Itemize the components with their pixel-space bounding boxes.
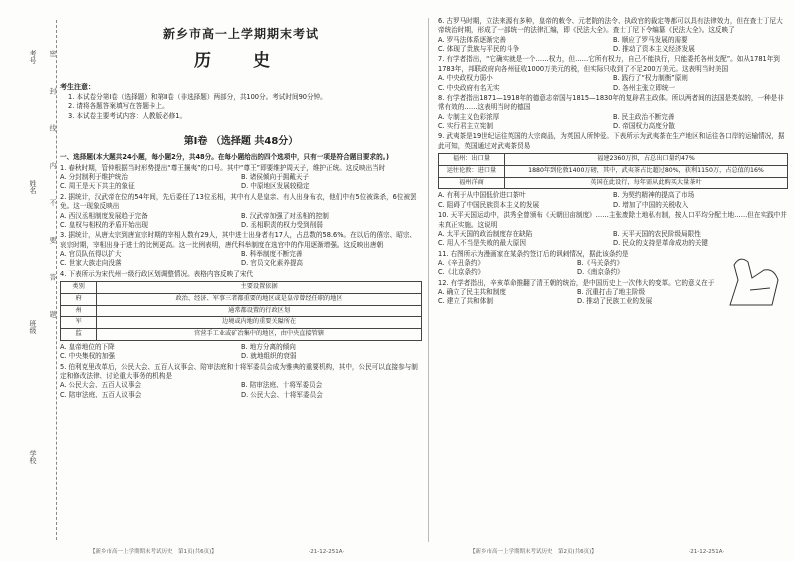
question	[60, 363, 422, 400]
option-item: D. 增加了中国的关税收入	[613, 200, 689, 209]
table-row	[439, 165, 788, 177]
option-item: B. 天平天国的农民阶级局限性	[613, 229, 701, 238]
option-item: D. 帝国权力高度分散	[613, 121, 676, 130]
question	[60, 270, 422, 362]
question-stem: 8. 有学者指出1871—1918年的德意志帝国与1815—1830年的复辟君主政体。所以两者间的法国是类似的，一种是非常有效的……这表明当时的德国	[438, 93, 784, 112]
table-cell: 边境或内地的重要关隘所在	[97, 317, 422, 329]
option-item: A. 官员队伍得以扩大	[60, 249, 122, 258]
table-cell: 通常都设置的行政区划	[97, 305, 422, 317]
table-cell: 州	[61, 305, 97, 317]
option-item: C. 用人不当是失败的最大原因	[438, 239, 526, 248]
option-item: B. 诸侯倾向于拥戴天子	[241, 173, 310, 182]
question-stem: 10. 天平天国运动中，洪秀全曾颁布《天朝田亩制度》……主张废除土地私有制，按人口平均分配土地……但在实践中并未真正实施。这说明	[438, 211, 787, 229]
option-item: B.《马关条约》	[577, 258, 624, 267]
question-options	[438, 74, 788, 93]
table-cell: 英国在此设行，每年需从此购买大量茶叶	[504, 177, 787, 189]
question-options	[438, 191, 788, 210]
question	[438, 17, 788, 54]
table-cell: 军	[61, 317, 97, 329]
footer-right	[470, 547, 724, 555]
footer-right-code: ·21-12-251A·	[688, 549, 725, 555]
question-stem: 7. 有学者指出，“它确实就是一个……权力，但……它所有权力，自己不能执行，只能委托各州支配”。如从1781年到1783年，邦联政府向各州征收1000万美元的税，但实际只收到了不足200万美元。这表明当时美国	[438, 55, 780, 73]
footer-left-code: ·21-12-251A·	[308, 549, 345, 555]
question-stem: 4. 下表所示为宋代州一级行政区划调整情况。表格内容反映了宋代	[60, 269, 254, 278]
table-row	[61, 293, 422, 305]
table-header-cell: 主要设置依据	[97, 282, 422, 294]
option-item: B. 汉武帝加强了对丞相的控制	[241, 211, 329, 220]
option-item: D.《南京条约》	[577, 268, 624, 277]
question-options	[438, 230, 788, 249]
option-item: C. 世家大族走向没落	[60, 259, 122, 268]
table-cell: 运往伦敦：进口量	[439, 165, 505, 177]
option-item: C. 阻碍了中国民族资本主义的发展	[438, 200, 540, 209]
table-header-cell: 类别	[61, 282, 97, 294]
option-item: A. 皇帝地位的下降	[60, 343, 115, 352]
binding-strip	[8, 20, 57, 540]
section-title: 第Ⅰ卷 （选择题 共48分）	[183, 136, 299, 148]
question	[438, 250, 788, 278]
option-item: D. 推动了资本主义经济发展	[613, 45, 695, 54]
notice-item: 1. 本试卷分第Ⅰ卷（选择题）和第Ⅱ卷（非选择题）两部分，共100分。考试时间90分钟。	[68, 93, 327, 102]
footer-left	[90, 547, 344, 555]
question-options	[60, 250, 422, 269]
option-item: D. 民众的支持是革命成功的关键	[613, 239, 708, 248]
question-options	[60, 173, 422, 192]
option-item: C. 体现了贵族与平民的斗争	[438, 45, 520, 54]
footer-right-text: 【新乡市高一上学期期末考试历史 第2页(共6页)】	[470, 549, 597, 555]
question	[60, 193, 422, 230]
option-item: C. 建立了共和体制	[438, 297, 493, 306]
option-item: A. 中央政权力弱小	[438, 74, 493, 83]
table-cell: 官营手工业或矿冶集中的地区，由中央直接管辖	[97, 329, 422, 341]
question	[438, 132, 788, 210]
left-question-list	[60, 164, 422, 400]
notice-title: 考生注意：	[60, 83, 95, 92]
question-stem: 6. 古罗马时期，立法来源有多种，皇帝的敕令、元老院的法令、执政官的裁定等都可以具有法律效力，但在查士丁尼大帝统治时期，形成了一部统一的法律汇编，即《民法大全》。查士丁尼下令编纂《民法大全》。这反映了	[438, 17, 783, 35]
table-cell: 府	[61, 293, 97, 305]
table-row	[61, 329, 422, 341]
table-row	[61, 317, 422, 329]
question-table	[438, 153, 788, 189]
banji-label: 班级	[29, 320, 37, 334]
question-options	[60, 381, 422, 400]
option-item: A.《辛丑条约》	[438, 258, 485, 267]
option-item: B. 陪审法庭、十将军委员会	[241, 381, 323, 390]
column-divider	[428, 18, 429, 542]
table-cell: 福州洋商	[439, 177, 505, 189]
option-item: D. 丞相职责的权力受到削弱	[241, 220, 323, 229]
right-column	[438, 16, 788, 312]
option-item: D. 各州主张立即统一	[613, 83, 676, 92]
question	[438, 211, 788, 248]
exam-subject: 历 史	[194, 51, 288, 72]
option-item: D. 官员文化素养提高	[241, 259, 304, 268]
question-options	[60, 212, 422, 231]
table-header-row	[61, 282, 422, 294]
option-item: C. 皇权与相权的矛盾开始出现	[60, 220, 148, 229]
option-item: A. 分封制利于维护统治	[60, 173, 128, 182]
xingming-label: 姓名	[29, 180, 37, 194]
question-stem: 2. 据统计，汉武帝在位的54年间，先后委任了13位丞相，其中有人是皇亲、有人出身布衣，他们中有5位被诛杀，6位被罢免。这一现象反映出	[60, 192, 417, 211]
option-item: B. 沉重打击了地主阶级	[577, 288, 646, 297]
xuexiao-label: 学校	[29, 450, 37, 464]
option-item: C. 中央集权的加强	[60, 352, 115, 361]
table-cell: 福州：出口量	[439, 154, 505, 166]
cartoon-illustration	[720, 250, 788, 310]
option-item: B. 科举制度不断完善	[241, 249, 303, 258]
option-item: A. 确立了民主共和制度	[438, 288, 506, 297]
left-column	[60, 16, 422, 400]
table-cell: 1880年到伦敦1400万磅，其中，武夷茶占比超过80%，获利1150万，占总值的16%	[504, 165, 787, 177]
option-item: B. 顺应了罗马发展的需要	[613, 35, 688, 44]
option-item: B. 为契约精神的提高了市场	[613, 191, 695, 200]
option-item: B. 地方分离的倾向	[241, 343, 296, 352]
table-cell: 福建2360万担，占总出口量约47%	[504, 154, 787, 166]
option-item: D. 推动了民族工业的发展	[577, 297, 653, 306]
question-options	[438, 36, 788, 55]
table-row	[61, 305, 422, 317]
question-options	[438, 288, 716, 307]
question-stem: 12. 有学者指出，辛亥革命推翻了清王朝的统治，是中国历史上一次伟大的变革。它的意义在于	[438, 278, 715, 287]
option-item: A. 罗马法体系逐渐完善	[438, 35, 506, 44]
question	[438, 55, 788, 92]
seal-line-text: 密 封 线 内 不 要 答 题	[49, 50, 57, 332]
question-stem: 11. 右图所示为漫画家在某条约签订后的讽刺情况，据此该条约是	[438, 249, 629, 258]
question-options	[60, 343, 422, 362]
question-stem: 3. 据统计，从唐太宗到唐宣宗时期的宰相人数有29人，其中进士出身者有17人，占总数的58.6%。在以后的僖宗、昭宗、哀宗时期，宰相出身于进士的比例更高。这一比例表明，唐代科举制度在选官中的作用逐渐增强。这反映出唐朝	[60, 231, 417, 249]
option-item: C. 中央政府有名无实	[438, 83, 500, 92]
table-row	[439, 154, 788, 166]
question-stem: 9. 武夷茶是19世纪运往英国的大宗商品，为英国人所钟爱。下表所示为武夷茶在生产地区和运往各口岸的运输情况，据此可知，英国通过对武夷茶贸易	[438, 132, 785, 150]
option-item: A. 公民大会、五百人议事会	[60, 381, 142, 390]
section-desc: 一、选择题(本大题共24小题，每小题2分，共48分。在每小题给出的四个选项中，只有一项是符合题目要求的。)	[60, 153, 389, 162]
question	[438, 94, 788, 131]
table-row	[439, 177, 788, 189]
right-question-list	[438, 17, 788, 307]
option-item: B. 民主政治不断完善	[613, 112, 675, 121]
question-stem: 1. 春秋时期，管仲根据当时形势提出“尊王攘夷”的口号。其中“尊王”即要维护周天子，维护正统。这反映出当时	[60, 163, 386, 172]
notice-item: 2. 请将各题答案填写在答题卡上。	[68, 102, 169, 111]
question-stem: 5. 伯利克里改革后，公民大会、五百人议事会、陪审法庭和十将军委员会成为雅典的重要机构，其中，公民可以直接参与制定和修改法律、讨论重大事务的机构是	[60, 362, 418, 381]
question-options	[438, 259, 716, 278]
question-options	[438, 113, 788, 132]
kaohao-label: 考号	[29, 50, 37, 64]
option-item: A. 专制主义色彩浓厚	[438, 112, 500, 121]
option-item: D. 中原地区发展较稳定	[241, 182, 310, 191]
option-item: A. 太平天国的政治制度存在缺陷	[438, 229, 533, 238]
question	[60, 231, 422, 268]
table-cell: 监	[61, 329, 97, 341]
option-item: A. 西汉丞相制度发展趋于完备	[60, 211, 148, 220]
option-item: C. 周王是天下共主的象征	[60, 182, 135, 191]
option-item: D. 公民大会、十将军委员会	[241, 390, 323, 399]
option-item: D. 就地组织的衰弱	[241, 352, 297, 361]
table-cell: 政治、经济、军事三者都重要的地区或是皇帝曾经任职的地区	[97, 293, 422, 305]
footer-left-text: 【新乡市高一上学期期末考试历史 第1页(共6页)】	[90, 549, 217, 555]
option-item: B. 践行了“权力制衡”原则	[613, 74, 688, 83]
question-table	[60, 281, 422, 341]
option-item: C. 实行君主立宪制	[438, 121, 493, 130]
option-item: C.《北京条约》	[438, 268, 485, 277]
question	[60, 164, 422, 192]
option-item: A. 有利于从中国低价进口茶叶	[438, 191, 526, 200]
option-item: C. 陪审法庭、五百人议事会	[60, 390, 142, 399]
notice-item: 3. 本试卷主要考试内容：人教版必修1。	[68, 111, 187, 120]
exam-title: 新乡市高一上学期期末考试	[162, 27, 319, 41]
